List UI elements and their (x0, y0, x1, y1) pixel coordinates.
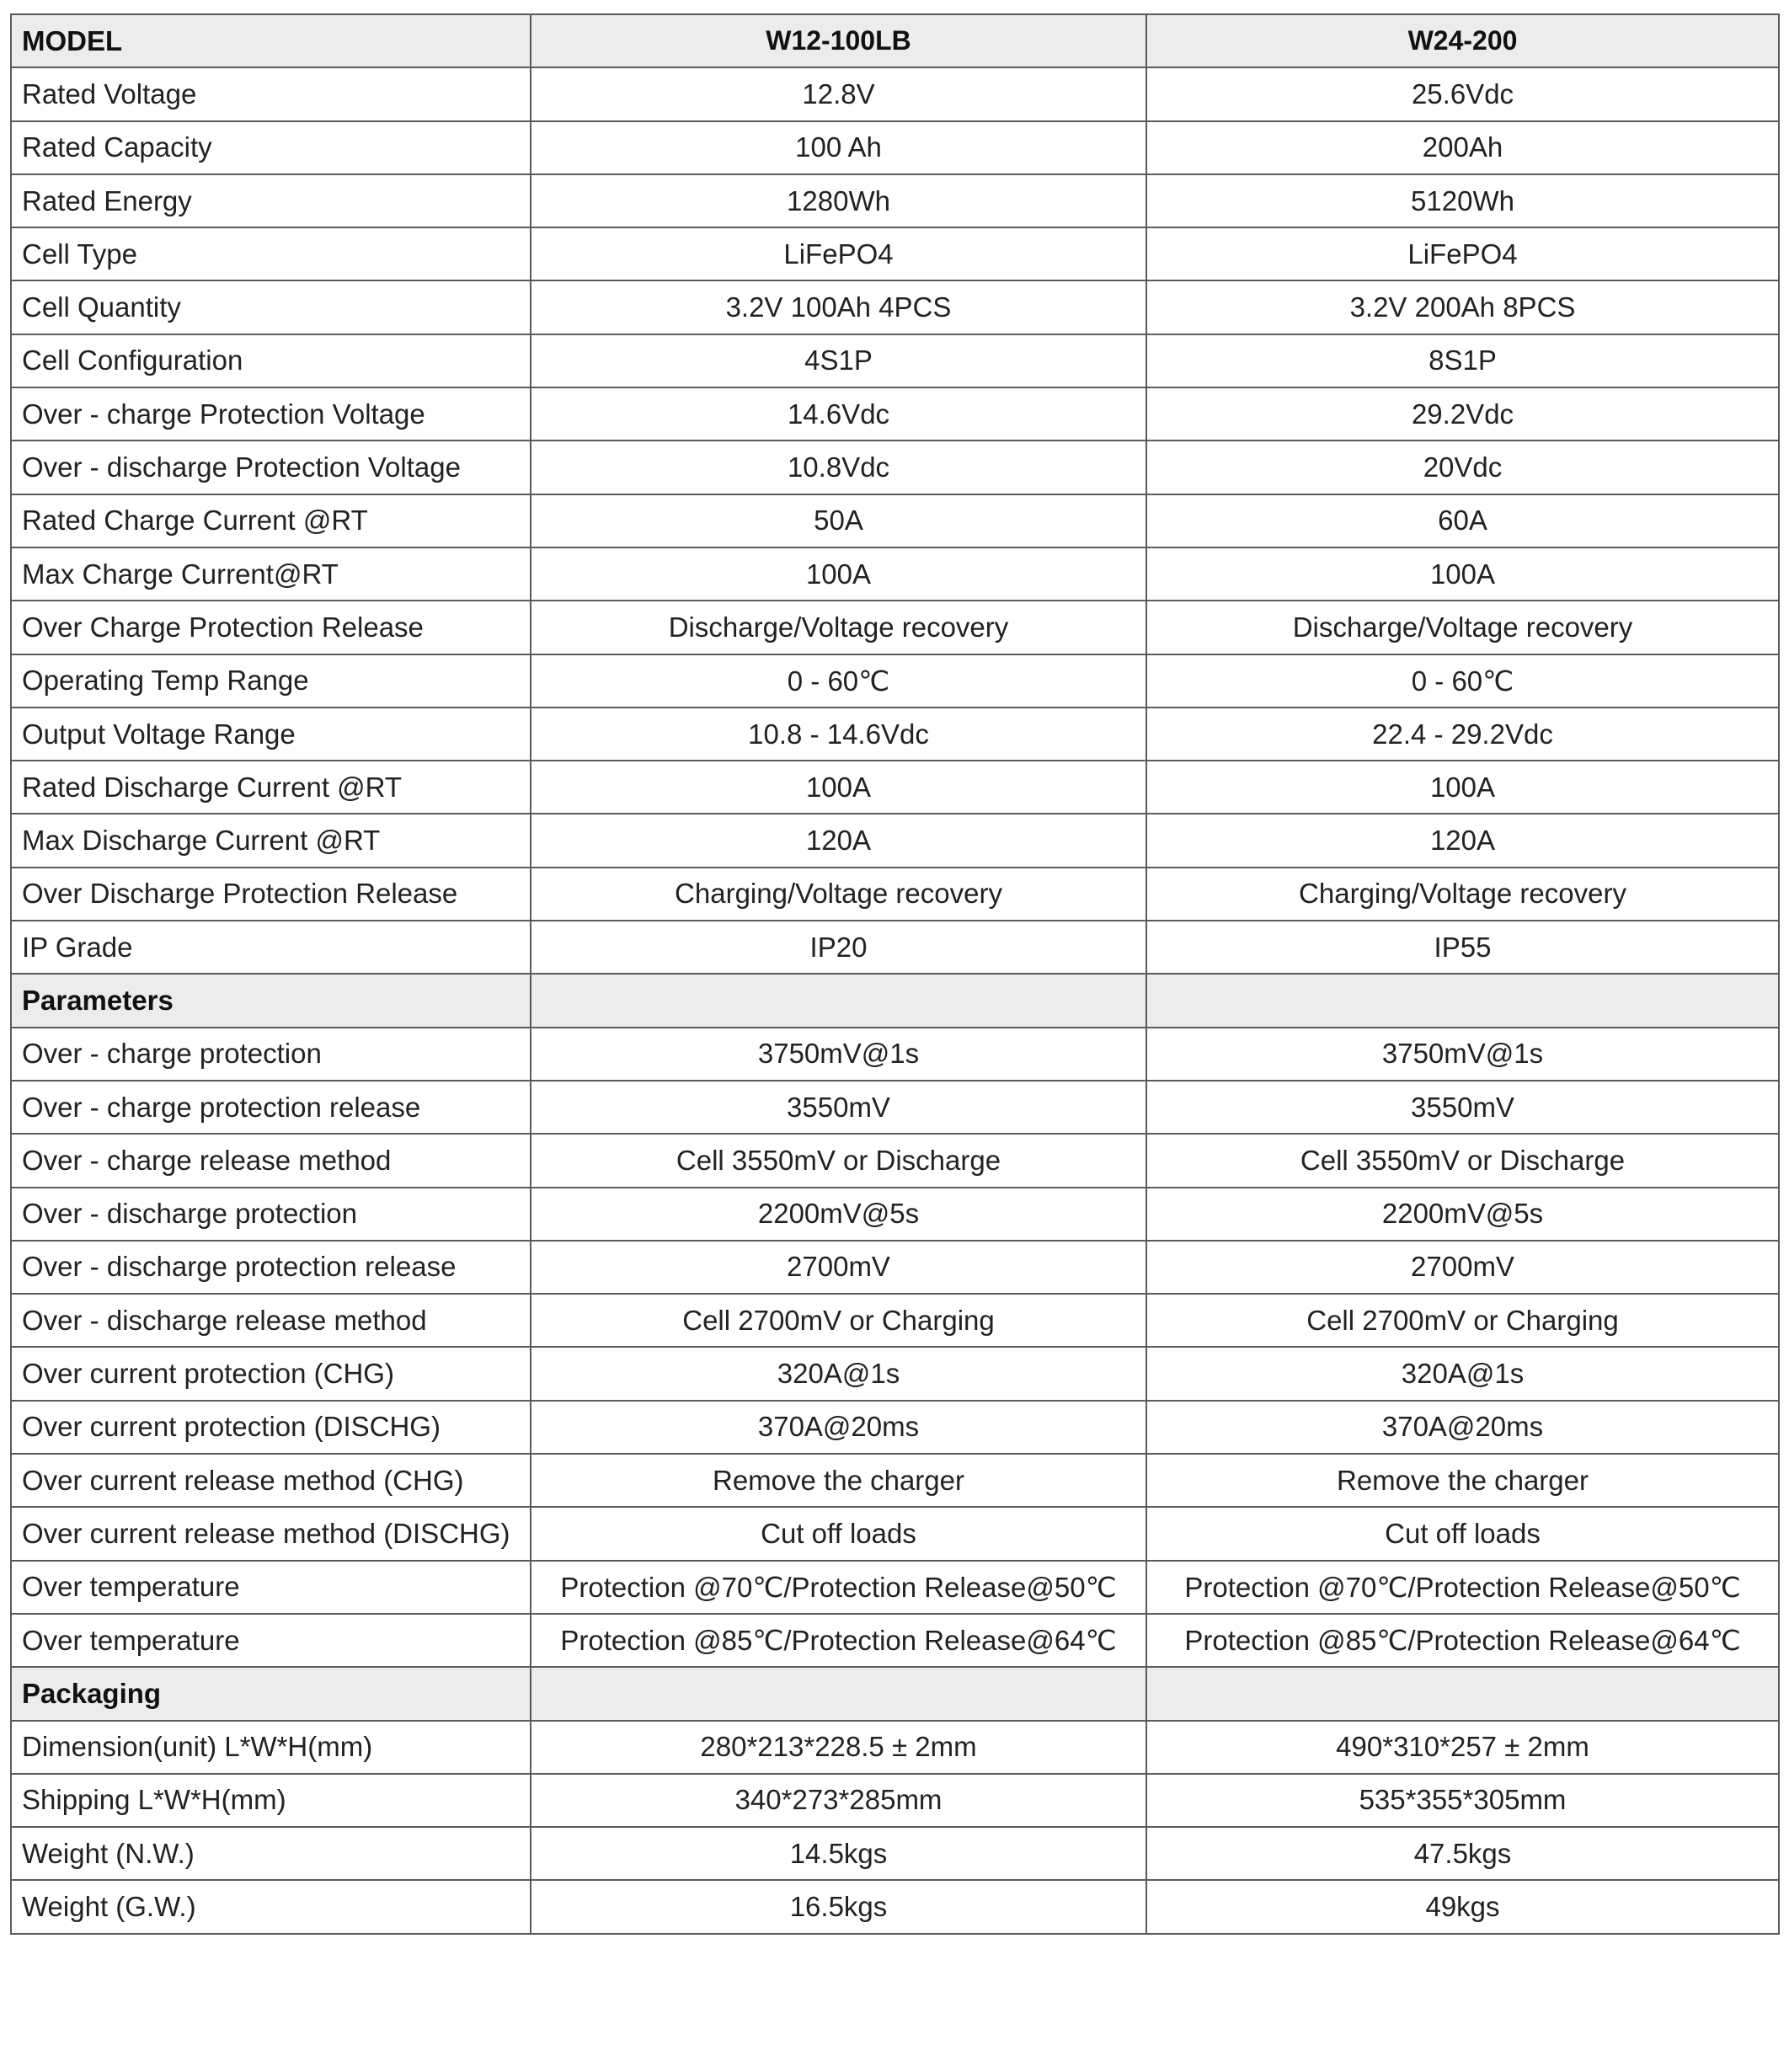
row-value-a: 280*213*228.5 ± 2mm (531, 1721, 1146, 1774)
row-value-b: 47.5kgs (1146, 1827, 1779, 1880)
row-value-b: 490*310*257 ± 2mm (1146, 1721, 1779, 1774)
row-value-a: Cut off loads (531, 1507, 1146, 1560)
row-value-b: 320A@1s (1146, 1347, 1779, 1400)
row-value-b: 49kgs (1146, 1880, 1779, 1933)
table-row (11, 1774, 1779, 1827)
row-value-b: 3750mV@1s (1146, 1028, 1779, 1081)
row-label: Rated Capacity (11, 121, 531, 174)
row-value-b: IP55 (1146, 921, 1779, 974)
row-label: Max Charge Current@RT (11, 547, 531, 601)
row-value-a: 10.8Vdc (531, 441, 1146, 494)
row-value-a: 14.6Vdc (531, 387, 1146, 441)
table-body (11, 67, 1779, 1933)
section-empty-cell (1146, 1667, 1779, 1720)
section-header-row (11, 974, 1779, 1027)
row-value-b: Charging/Voltage recovery (1146, 868, 1779, 921)
row-value-a: 3550mV (531, 1081, 1146, 1134)
table-row (11, 1241, 1779, 1294)
table-row (11, 1028, 1779, 1081)
table-row (11, 654, 1779, 708)
row-label: Shipping L*W*H(mm) (11, 1774, 531, 1827)
table-row (11, 387, 1779, 441)
section-title: Parameters (11, 974, 531, 1027)
row-label: Over - charge release method (11, 1134, 531, 1187)
row-value-b: 120A (1146, 814, 1779, 867)
row-value-a: Cell 2700mV or Charging (531, 1294, 1146, 1347)
row-value-b: 200Ah (1146, 121, 1779, 174)
row-label: Rated Energy (11, 174, 531, 227)
table-row (11, 67, 1779, 120)
row-value-b: Protection @85℃/Protection Release@64℃ (1146, 1614, 1779, 1667)
row-label: Rated Charge Current @RT (11, 494, 531, 547)
table-row (11, 1134, 1779, 1187)
row-label: Over - discharge release method (11, 1294, 531, 1347)
row-value-b: 2700mV (1146, 1241, 1779, 1294)
row-label: Over temperature (11, 1561, 531, 1614)
row-label: Over - discharge Protection Voltage (11, 441, 531, 494)
row-value-b: 60A (1146, 494, 1779, 547)
spec-table (10, 13, 1780, 1935)
row-value-a: 370A@20ms (531, 1401, 1146, 1454)
row-value-b: LiFePO4 (1146, 227, 1779, 280)
row-value-a: Protection @70℃/Protection Release@50℃ (531, 1561, 1146, 1614)
row-value-a: 4S1P (531, 334, 1146, 387)
row-label: Over current release method (CHG) (11, 1454, 531, 1507)
header-model-a: W12-100LB (531, 14, 1146, 67)
row-label: Operating Temp Range (11, 654, 531, 708)
row-value-a: 16.5kgs (531, 1880, 1146, 1933)
row-value-b: 29.2Vdc (1146, 387, 1779, 441)
row-label: Output Voltage Range (11, 708, 531, 761)
table-row (11, 227, 1779, 280)
table-row (11, 761, 1779, 814)
table-row (11, 1614, 1779, 1667)
row-value-a: 340*273*285mm (531, 1774, 1146, 1827)
row-value-b: Remove the charger (1146, 1454, 1779, 1507)
row-value-a: 100A (531, 547, 1146, 601)
row-value-a: Remove the charger (531, 1454, 1146, 1507)
row-label: Over Charge Protection Release (11, 601, 531, 654)
row-label: Rated Discharge Current @RT (11, 761, 531, 814)
row-value-a: 120A (531, 814, 1146, 867)
row-value-a: 2200mV@5s (531, 1188, 1146, 1241)
table-row (11, 1401, 1779, 1454)
table-row (11, 441, 1779, 494)
table-row (11, 1561, 1779, 1614)
row-label: Cell Type (11, 227, 531, 280)
row-label: Over - charge protection release (11, 1081, 531, 1134)
table-row (11, 1507, 1779, 1560)
row-value-b: Discharge/Voltage recovery (1146, 601, 1779, 654)
row-value-b: 3550mV (1146, 1081, 1779, 1134)
table-row (11, 1880, 1779, 1933)
row-label: Over - discharge protection (11, 1188, 531, 1241)
table-row (11, 601, 1779, 654)
table-row (11, 814, 1779, 867)
row-value-b: 3.2V 200Ah 8PCS (1146, 280, 1779, 334)
table-row (11, 708, 1779, 761)
row-value-b: Cut off loads (1146, 1507, 1779, 1560)
row-label: Over current release method (DISCHG) (11, 1507, 531, 1560)
row-value-a: 100A (531, 761, 1146, 814)
row-value-b: Protection @70℃/Protection Release@50℃ (1146, 1561, 1779, 1614)
table-row (11, 1721, 1779, 1774)
section-empty-cell (1146, 974, 1779, 1027)
row-value-b: Cell 3550mV or Discharge (1146, 1134, 1779, 1187)
row-value-b: Cell 2700mV or Charging (1146, 1294, 1779, 1347)
row-value-a: LiFePO4 (531, 227, 1146, 280)
section-header-row (11, 1667, 1779, 1720)
row-value-b: 20Vdc (1146, 441, 1779, 494)
row-label: Max Discharge Current @RT (11, 814, 531, 867)
row-label: Over - charge Protection Voltage (11, 387, 531, 441)
row-value-b: 100A (1146, 547, 1779, 601)
table-header-row (11, 14, 1779, 67)
table-row (11, 1294, 1779, 1347)
row-value-a: 50A (531, 494, 1146, 547)
table-row (11, 868, 1779, 921)
row-value-b: 25.6Vdc (1146, 67, 1779, 120)
row-value-a: 12.8V (531, 67, 1146, 120)
row-value-a: 10.8 - 14.6Vdc (531, 708, 1146, 761)
table-row (11, 921, 1779, 974)
row-label: Weight (G.W.) (11, 1880, 531, 1933)
row-label: Over - discharge protection release (11, 1241, 531, 1294)
row-value-b: 535*355*305mm (1146, 1774, 1779, 1827)
table-row (11, 121, 1779, 174)
row-value-a: 320A@1s (531, 1347, 1146, 1400)
row-value-b: 0 - 60℃ (1146, 654, 1779, 708)
header-model-b: W24-200 (1146, 14, 1779, 67)
row-value-b: 2200mV@5s (1146, 1188, 1779, 1241)
row-label: Over - charge protection (11, 1028, 531, 1081)
table-row (11, 1081, 1779, 1134)
row-value-a: 3.2V 100Ah 4PCS (531, 280, 1146, 334)
row-value-b: 22.4 - 29.2Vdc (1146, 708, 1779, 761)
section-title: Packaging (11, 1667, 531, 1720)
row-label: Cell Configuration (11, 334, 531, 387)
row-value-a: Cell 3550mV or Discharge (531, 1134, 1146, 1187)
row-value-a: 100 Ah (531, 121, 1146, 174)
row-value-a: 0 - 60℃ (531, 654, 1146, 708)
row-label: Cell Quantity (11, 280, 531, 334)
row-label: Over Discharge Protection Release (11, 868, 531, 921)
table-row (11, 1188, 1779, 1241)
row-value-a: 14.5kgs (531, 1827, 1146, 1880)
row-label: Rated Voltage (11, 67, 531, 120)
row-value-a: Protection @85℃/Protection Release@64℃ (531, 1614, 1146, 1667)
row-value-b: 100A (1146, 761, 1779, 814)
header-model-label: MODEL (11, 14, 531, 67)
row-label: Over current protection (CHG) (11, 1347, 531, 1400)
table-row (11, 547, 1779, 601)
row-value-a: IP20 (531, 921, 1146, 974)
table-row (11, 280, 1779, 334)
table-row (11, 1347, 1779, 1400)
table-row (11, 334, 1779, 387)
row-label: Dimension(unit) L*W*H(mm) (11, 1721, 531, 1774)
row-value-b: 5120Wh (1146, 174, 1779, 227)
table-row (11, 174, 1779, 227)
row-label: Over current protection (DISCHG) (11, 1401, 531, 1454)
section-empty-cell (531, 974, 1146, 1027)
row-value-a: 1280Wh (531, 174, 1146, 227)
row-label: Over temperature (11, 1614, 531, 1667)
row-label: Weight (N.W.) (11, 1827, 531, 1880)
row-value-a: Charging/Voltage recovery (531, 868, 1146, 921)
row-value-a: Discharge/Voltage recovery (531, 601, 1146, 654)
row-value-b: 8S1P (1146, 334, 1779, 387)
table-row (11, 1454, 1779, 1507)
row-value-a: 3750mV@1s (531, 1028, 1146, 1081)
row-value-a: 2700mV (531, 1241, 1146, 1294)
row-value-b: 370A@20ms (1146, 1401, 1779, 1454)
section-empty-cell (531, 1667, 1146, 1720)
table-row (11, 1827, 1779, 1880)
table-row (11, 494, 1779, 547)
row-label: IP Grade (11, 921, 531, 974)
